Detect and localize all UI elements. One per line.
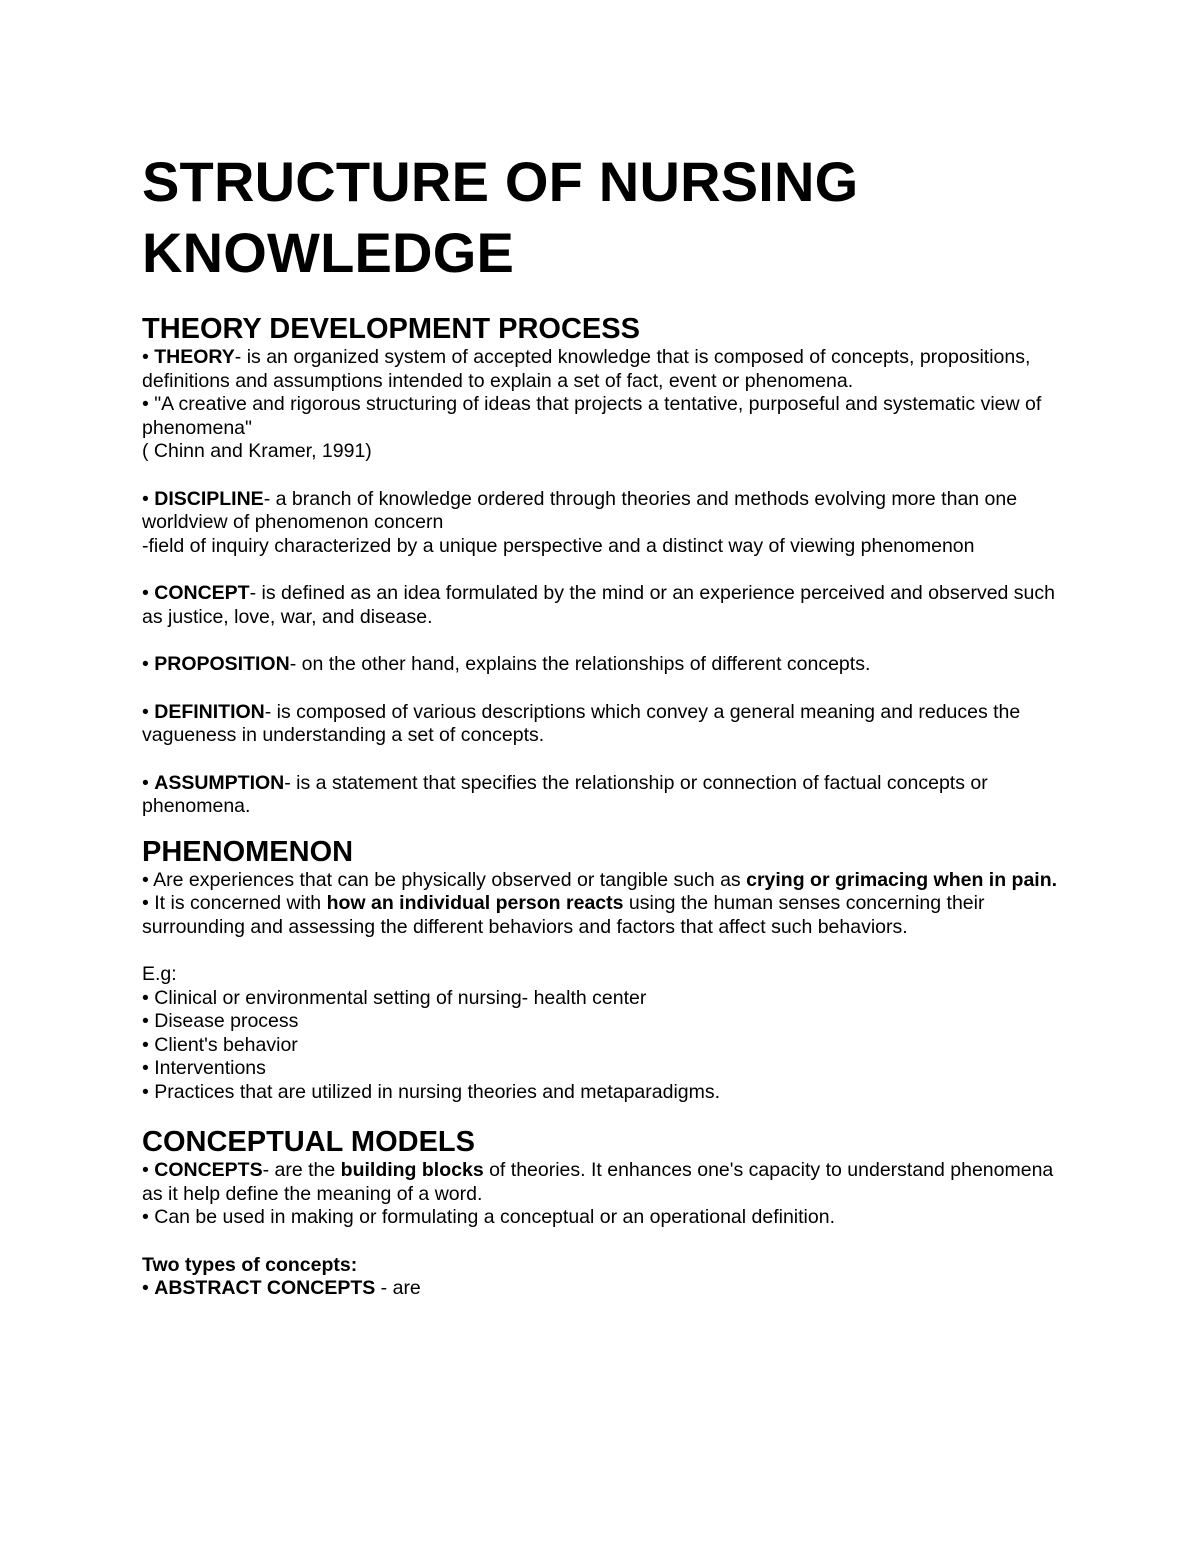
types-label: Two types of concepts: — [142, 1253, 358, 1276]
definition-paragraph — [142, 701, 1072, 748]
bullet: • — [142, 700, 155, 723]
bullet: • — [142, 1159, 155, 1181]
proposition-text: - on the other hand, explains the relationships of different concepts. — [289, 653, 871, 675]
term-definition: DEFINITION — [154, 700, 265, 723]
abstract-concepts-line — [142, 1277, 1072, 1301]
concept-text: - is defined as an idea formulated by the mind or an experience perceived and observed such as justice, love, war, and disease. — [142, 582, 1055, 628]
definition-text: - is composed of various descriptions which convey a general meaning and reduces the vagueness in understanding a set of concepts. — [142, 700, 1021, 746]
example-item: • Disease process — [142, 1010, 299, 1032]
bullet: • — [142, 346, 155, 368]
phenomenon-p2-bold: how an individual person reacts — [326, 892, 624, 914]
phenomenon-p1-text: • Are experiences that can be physically observed or tangible such as — [142, 868, 747, 891]
example-item: • Clinical or environmental setting of nursing- health center — [142, 986, 647, 1009]
discipline-paragraph — [142, 488, 1072, 535]
theory-quote: • "A creative and rigorous structuring of ideas that projects a tentative, purposeful and systematic view of phenomena" — [142, 393, 1042, 439]
concepts-bold: building blocks — [340, 1159, 484, 1181]
phenomenon-p2-end: using the human senses concerning their surrounding and assessing the different behaviors and factors that affect such behaviors. — [142, 892, 985, 938]
concepts-paragraph-2: • Can be used in making or formulating a conceptual or an operational definition. — [142, 1206, 836, 1228]
example-item: • Interventions — [142, 1057, 266, 1079]
concept-paragraph — [142, 582, 1072, 629]
title-line-2: KNOWLEDGE — [142, 221, 515, 284]
bullet: • — [142, 653, 155, 675]
term-concept: CONCEPT — [154, 582, 250, 604]
phenomenon-paragraph-2 — [142, 892, 1072, 939]
theory-paragraph — [142, 346, 1072, 393]
example-label: E.g: — [142, 963, 177, 985]
bullet: • — [142, 1277, 155, 1299]
concepts-mid: - are the — [262, 1159, 341, 1181]
bullet: • — [142, 487, 155, 510]
example-item: • Practices that are utilized in nursing theories and metaparadigms. — [142, 1080, 721, 1103]
heading-phenomenon: PHENOMENON — [142, 835, 354, 868]
theory-text: - is an organized system of accepted knowledge that is composed of concepts, propositions, definitions and assumptions intended to explain a set of fact, event or phenomena. — [142, 346, 1031, 392]
phenomenon-paragraph-1 — [142, 869, 1072, 893]
example-item: • Client's behavior — [142, 1033, 298, 1056]
assumption-paragraph — [142, 772, 1072, 819]
discipline-text: - a branch of knowledge ordered through theories and methods evolving more than one worldview of phenomenon concern — [142, 487, 1018, 533]
phenomenon-p2-start: • It is concerned with — [142, 892, 327, 914]
assumption-text: - is a statement that specifies the relationship or connection of factual concepts or phenomena. — [142, 771, 988, 817]
heading-theory-development: THEORY DEVELOPMENT PROCESS — [142, 313, 640, 345]
term-theory: THEORY — [154, 346, 235, 368]
term-concepts: CONCEPTS — [154, 1159, 263, 1181]
document-title — [142, 146, 1072, 288]
term-discipline: DISCIPLINE — [154, 487, 264, 510]
title-line-1: STRUCTURE OF NURSING — [142, 150, 859, 213]
term-assumption: ASSUMPTION — [154, 771, 285, 794]
phenomenon-p1-bold: crying or grimacing when in pain. — [746, 868, 1058, 891]
bullet: • — [142, 771, 155, 794]
proposition-paragraph — [142, 653, 1072, 677]
term-abstract-concepts: ABSTRACT CONCEPTS — [154, 1277, 376, 1299]
document-content — [142, 146, 1072, 1301]
theory-citation: ( Chinn and Kramer, 1991) — [142, 440, 372, 462]
abstract-text: - are — [375, 1277, 421, 1299]
heading-conceptual-models: CONCEPTUAL MODELS — [142, 1126, 475, 1158]
bullet: • — [142, 582, 155, 604]
concepts-end: of theories. It enhances one's capacity to understand phenomena as it help define the meaning of a word. — [142, 1159, 1054, 1205]
term-proposition: PROPOSITION — [154, 653, 290, 675]
discipline-line-2: -field of inquiry characterized by a unique perspective and a distinct way of viewing phenomenon — [142, 534, 975, 557]
concepts-paragraph — [142, 1159, 1072, 1206]
